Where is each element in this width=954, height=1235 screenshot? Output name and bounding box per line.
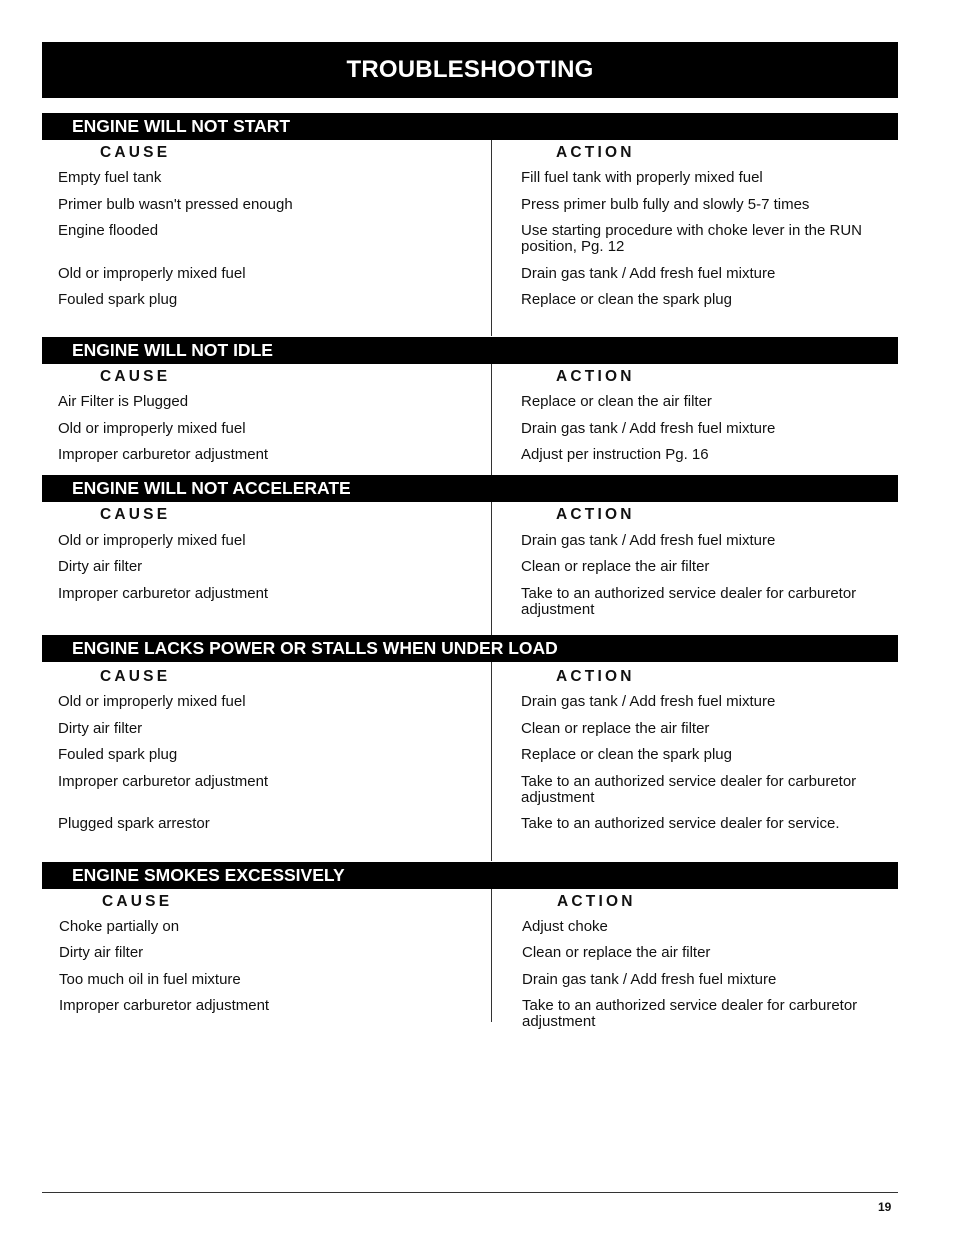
section-heading: ENGINE WILL NOT IDLE (42, 337, 898, 364)
action-cell: Take to an authorized service dealer for service. (521, 815, 840, 832)
cause-cell: Old or improperly mixed fuel (58, 693, 246, 710)
page-number: 19 (878, 1200, 892, 1214)
cause-cell: Dirty air filter (59, 944, 144, 961)
cause-cell: Empty fuel tank (58, 169, 162, 186)
section-body (42, 889, 898, 1030)
action-column-header: ACTION (556, 506, 635, 523)
cause-cell: Improper carburetor adjustment (59, 997, 270, 1014)
section-body (42, 502, 898, 635)
action-column-header: ACTION (556, 144, 635, 161)
page-title: TROUBLESHOOTING (42, 42, 898, 98)
action-cell: Drain gas tank / Add fresh fuel mixture (521, 693, 776, 710)
action-cell: Adjust choke (522, 918, 608, 935)
cause-cell: Plugged spark arrestor (58, 815, 210, 832)
action-column-header: ACTION (556, 368, 635, 385)
column-divider (491, 364, 492, 475)
section-body (42, 662, 898, 861)
section-body (42, 140, 898, 336)
cause-cell: Choke partially on (59, 918, 180, 935)
action-cell: Take to an authorized service dealer for carburetor adjustment (522, 997, 858, 1030)
cause-cell: Improper carburetor adjustment (58, 773, 269, 790)
cause-cell: Primer bulb wasn't pressed enough (58, 196, 293, 213)
cause-cell: Dirty air filter (58, 720, 143, 737)
action-cell: Clean or replace the air filter (521, 720, 710, 737)
cause-column-header: CAUSE (100, 144, 171, 161)
section-engine-smokes-excessively (42, 862, 898, 1030)
action-cell: Clean or replace the air filter (522, 944, 711, 961)
action-cell: Replace or clean the spark plug (521, 291, 732, 308)
action-column-header: ACTION (556, 668, 635, 685)
cause-cell: Too much oil in fuel mixture (59, 971, 241, 988)
action-cell: Clean or replace the air filter (521, 558, 710, 575)
cause-cell: Fouled spark plug (58, 746, 178, 763)
action-cell: Replace or clean the spark plug (521, 746, 732, 763)
action-cell: Press primer bulb fully and slowly 5-7 times (521, 196, 810, 213)
action-cell: Adjust per instruction Pg. 16 (521, 446, 709, 463)
action-cell: Replace or clean the air filter (521, 393, 712, 410)
section-engine-will-not-start (42, 113, 898, 336)
section-heading: ENGINE WILL NOT START (42, 113, 898, 140)
cause-column-header: CAUSE (100, 368, 171, 385)
column-divider (491, 140, 492, 336)
cause-cell: Fouled spark plug (58, 291, 178, 308)
cause-cell: Old or improperly mixed fuel (58, 265, 246, 282)
action-cell: Take to an authorized service dealer for carburetor adjustment (521, 773, 857, 806)
action-column-header: ACTION (557, 893, 636, 910)
cause-cell: Air Filter is Plugged (58, 393, 189, 410)
cause-column-header: CAUSE (100, 506, 171, 523)
column-divider (491, 662, 492, 861)
action-cell: Use starting procedure with choke lever in the RUN position, Pg. 12 (521, 222, 862, 255)
section-engine-lacks-power (42, 635, 898, 861)
cause-cell: Dirty air filter (58, 558, 143, 575)
section-heading: ENGINE LACKS POWER OR STALLS WHEN UNDER LOAD (42, 635, 898, 662)
cause-cell: Old or improperly mixed fuel (58, 420, 246, 437)
action-cell: Fill fuel tank with properly mixed fuel (521, 169, 763, 186)
action-cell: Drain gas tank / Add fresh fuel mixture (522, 971, 777, 988)
action-cell: Take to an authorized service dealer for carburetor adjustment (521, 585, 857, 618)
cause-cell: Old or improperly mixed fuel (58, 532, 246, 549)
section-body (42, 364, 898, 475)
column-divider (491, 502, 492, 635)
cause-cell: Improper carburetor adjustment (58, 446, 269, 463)
section-heading: ENGINE SMOKES EXCESSIVELY (42, 862, 898, 889)
column-divider (491, 889, 492, 1022)
cause-cell: Engine flooded (58, 222, 159, 239)
action-cell: Drain gas tank / Add fresh fuel mixture (521, 265, 776, 282)
action-cell: Drain gas tank / Add fresh fuel mixture (521, 420, 776, 437)
footer-rule (42, 1192, 898, 1193)
action-cell: Drain gas tank / Add fresh fuel mixture (521, 532, 776, 549)
cause-column-header: CAUSE (102, 893, 173, 910)
cause-column-header: CAUSE (100, 668, 171, 685)
section-heading: ENGINE WILL NOT ACCELERATE (42, 475, 898, 502)
section-engine-will-not-idle (42, 337, 898, 475)
section-engine-will-not-accelerate (42, 475, 898, 635)
cause-cell: Improper carburetor adjustment (58, 585, 269, 602)
